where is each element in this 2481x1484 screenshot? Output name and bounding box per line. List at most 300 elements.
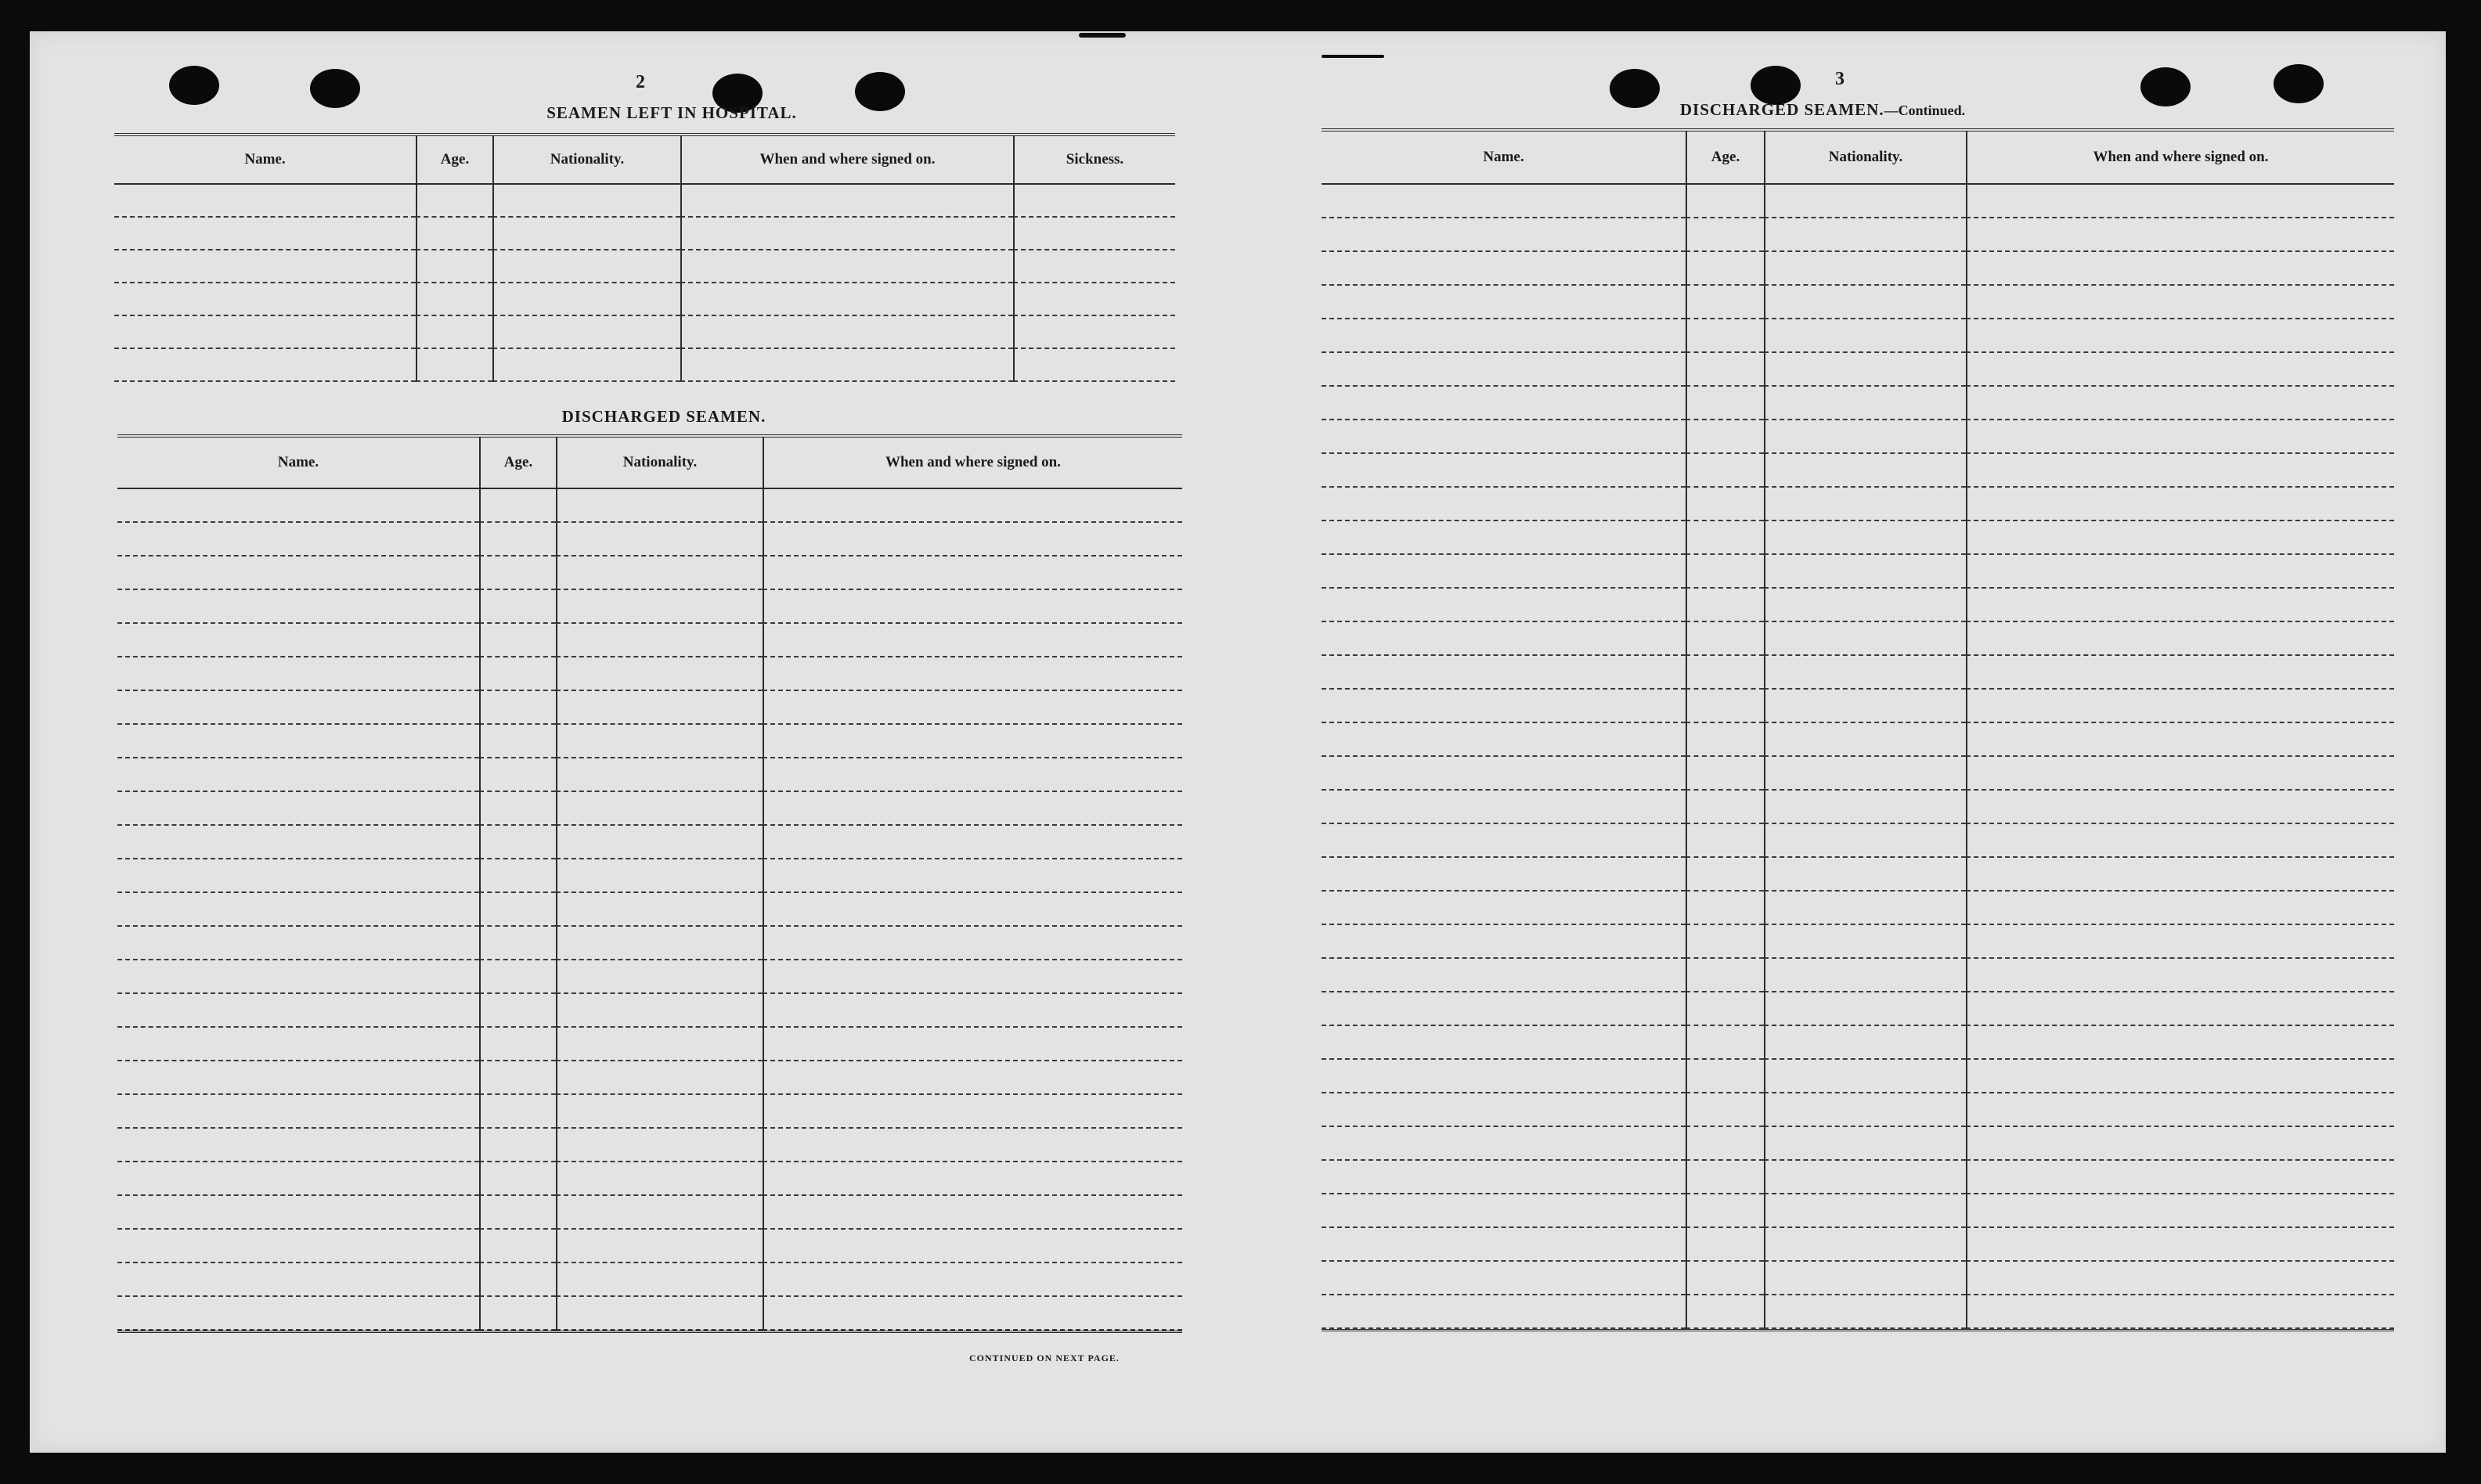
blank-entry-cell	[416, 250, 492, 283]
blank-entry-cell	[1966, 1194, 2394, 1228]
blank-entry-cell	[1764, 656, 1966, 690]
blank-entry-cell	[1322, 757, 1686, 791]
column-header-age: Age.	[416, 136, 492, 183]
table-row	[1322, 858, 2394, 891]
blank-entry-cell	[1764, 891, 1966, 925]
blank-entry-cell	[479, 1162, 556, 1196]
title-main: DISCHARGED SEAMEN.	[1679, 100, 1884, 119]
blank-entry-cell	[1322, 1060, 1686, 1093]
blank-entry-cell	[479, 1028, 556, 1061]
blank-entry-cell	[1686, 1228, 1764, 1262]
blank-entry-cell	[479, 489, 556, 523]
blank-entry-cell	[117, 1230, 479, 1263]
blank-entry-cell	[1764, 959, 1966, 992]
blank-entry-cell	[1322, 925, 1686, 959]
blank-entry-cell	[479, 1061, 556, 1095]
punch-hole	[2274, 64, 2324, 103]
blank-entry-cell	[1322, 1093, 1686, 1127]
blank-entry-cell	[1966, 252, 2394, 286]
blank-entry-cell	[1764, 925, 1966, 959]
blank-entry-cell	[1013, 250, 1175, 283]
blank-entry-cell	[763, 960, 1182, 994]
blank-entry-cell	[1686, 757, 1764, 791]
blank-entry-cell	[1764, 218, 1966, 252]
blank-entry-cell	[1686, 891, 1764, 925]
table-row	[114, 185, 1175, 218]
blank-entry-cell	[556, 1095, 763, 1129]
blank-entry-cell	[1966, 1026, 2394, 1060]
table-row	[117, 556, 1182, 590]
blank-entry-cell	[1966, 521, 2394, 555]
column-header-when-and-where-signed-on: When and where signed on.	[1966, 131, 2394, 183]
blank-entry-cell	[1686, 723, 1764, 757]
blank-entry-cell	[556, 1129, 763, 1162]
blank-entry-cell	[1966, 1060, 2394, 1093]
table-row	[117, 489, 1182, 523]
column-header-age: Age.	[479, 438, 556, 488]
table-row	[117, 927, 1182, 960]
blank-entry-cell	[556, 1196, 763, 1230]
punch-hole	[2140, 67, 2191, 106]
blank-entry-cell	[763, 758, 1182, 792]
table-row	[117, 758, 1182, 792]
column-header-name: Name.	[244, 151, 286, 167]
column-header-age: Age.	[1686, 131, 1764, 183]
scan-smudge	[1079, 33, 1126, 38]
blank-entry-cell	[556, 657, 763, 691]
blank-entry-cell	[1966, 959, 2394, 992]
blank-entry-cell	[1322, 992, 1686, 1026]
blank-entry-cell	[1966, 353, 2394, 387]
blank-entry-cell	[1686, 858, 1764, 891]
blank-entry-cell	[479, 1129, 556, 1162]
blank-entry-cell	[763, 1196, 1182, 1230]
table-row	[1322, 319, 2394, 353]
blank-entry-cell	[556, 994, 763, 1028]
blank-entry-cell	[117, 859, 479, 893]
blank-entry-cell	[1966, 656, 2394, 690]
blank-entry-cell	[479, 691, 556, 725]
blank-entry-cell	[1764, 1295, 1966, 1329]
blank-entry-cell	[1764, 353, 1966, 387]
table-row	[1322, 286, 2394, 319]
blank-entry-cell	[1764, 454, 1966, 488]
blank-entry-cell	[1966, 1295, 2394, 1329]
blank-entry-cell	[479, 927, 556, 960]
discharged-table	[117, 434, 1182, 1333]
table-row	[1322, 555, 2394, 589]
blank-entry-cell	[117, 725, 479, 758]
blank-entry-cell	[763, 1028, 1182, 1061]
column-header-name: Name.	[277, 454, 319, 470]
blank-entry-cell	[556, 624, 763, 657]
blank-entry-cell	[1322, 521, 1686, 555]
blank-entry-cell	[556, 590, 763, 624]
table-row	[1322, 218, 2394, 252]
blank-entry-cell	[1322, 319, 1686, 353]
blank-entry-cell	[492, 316, 680, 349]
blank-entry-cell	[763, 1061, 1182, 1095]
blank-entry-cell	[1966, 1127, 2394, 1161]
blank-entry-cell	[1686, 824, 1764, 858]
blank-entry-cell	[680, 218, 1013, 250]
table-row	[1322, 925, 2394, 959]
blank-entry-cell	[556, 1162, 763, 1196]
blank-entry-cell	[1322, 218, 1686, 252]
blank-entry-cell	[763, 1129, 1182, 1162]
blank-entry-cell	[680, 250, 1013, 283]
blank-entry-cell	[479, 960, 556, 994]
blank-entry-cell	[1686, 1026, 1764, 1060]
blank-entry-cell	[1686, 992, 1764, 1026]
blank-entry-cell	[1764, 622, 1966, 656]
blank-entry-cell	[763, 893, 1182, 927]
blank-entry-cell	[1013, 316, 1175, 349]
table-row	[117, 624, 1182, 657]
blank-entry-cell	[1764, 589, 1966, 622]
hospital-table-body	[114, 185, 1175, 382]
table-row	[114, 283, 1175, 316]
blank-entry-cell	[556, 826, 763, 859]
blank-entry-cell	[1322, 1194, 1686, 1228]
blank-entry-cell	[763, 523, 1182, 556]
blank-entry-cell	[1764, 1228, 1966, 1262]
blank-entry-cell	[556, 960, 763, 994]
table-row	[117, 1028, 1182, 1061]
blank-entry-cell	[1686, 690, 1764, 723]
blank-entry-cell	[1686, 1194, 1764, 1228]
blank-entry-cell	[117, 927, 479, 960]
blank-entry-cell	[1966, 1161, 2394, 1194]
blank-entry-cell	[1764, 521, 1966, 555]
blank-entry-cell	[1764, 858, 1966, 891]
table-row	[1322, 185, 2394, 218]
blank-entry-cell	[114, 250, 416, 283]
blank-entry-cell	[763, 927, 1182, 960]
blank-entry-cell	[416, 283, 492, 316]
table-row	[1322, 992, 2394, 1026]
table-bottom-rule	[1322, 1329, 2394, 1331]
table-row	[1322, 1194, 2394, 1228]
table-row	[114, 316, 1175, 349]
blank-entry-cell	[556, 1061, 763, 1095]
blank-entry-cell	[1764, 791, 1966, 824]
table-row	[117, 691, 1182, 725]
table-row	[117, 1297, 1182, 1331]
blank-entry-cell	[1322, 723, 1686, 757]
table-row	[1322, 1228, 2394, 1262]
table-bottom-rule	[117, 1331, 1182, 1333]
blank-entry-cell	[556, 1263, 763, 1297]
blank-entry-cell	[1764, 1093, 1966, 1127]
table-row	[117, 994, 1182, 1028]
blank-entry-cell	[556, 792, 763, 826]
table-row	[114, 218, 1175, 250]
blank-entry-cell	[1966, 992, 2394, 1026]
blank-entry-cell	[1686, 1262, 1764, 1295]
discharged-continued-body	[1322, 185, 2394, 1329]
table-row	[117, 590, 1182, 624]
blank-entry-cell	[114, 185, 416, 218]
blank-entry-cell	[117, 624, 479, 657]
blank-entry-cell	[1966, 387, 2394, 420]
blank-entry-cell	[1764, 690, 1966, 723]
table-row	[1322, 1127, 2394, 1161]
table-row	[1322, 959, 2394, 992]
blank-entry-cell	[117, 1095, 479, 1129]
blank-entry-cell	[1764, 252, 1966, 286]
column-header-nationality: Nationality.	[556, 438, 763, 488]
blank-entry-cell	[763, 1263, 1182, 1297]
blank-entry-cell	[492, 349, 680, 382]
table-row	[117, 1196, 1182, 1230]
table-row	[1322, 824, 2394, 858]
column-header-when-and-where-signed-on: When and where signed on.	[763, 438, 1182, 488]
table-row	[117, 1061, 1182, 1095]
blank-entry-cell	[680, 349, 1013, 382]
blank-entry-cell	[1686, 185, 1764, 218]
blank-entry-cell	[1966, 555, 2394, 589]
blank-entry-cell	[763, 657, 1182, 691]
blank-entry-cell	[1322, 891, 1686, 925]
blank-entry-cell	[1322, 1026, 1686, 1060]
blank-entry-cell	[763, 859, 1182, 893]
table-row	[1322, 521, 2394, 555]
blank-entry-cell	[1013, 218, 1175, 250]
blank-entry-cell	[117, 691, 479, 725]
blank-entry-cell	[1966, 420, 2394, 454]
blank-entry-cell	[1686, 252, 1764, 286]
discharged-section-title: DISCHARGED SEAMEN.	[561, 407, 766, 426]
blank-entry-cell	[1966, 1262, 2394, 1295]
blank-entry-cell	[1966, 1093, 2394, 1127]
blank-entry-cell	[556, 489, 763, 523]
blank-entry-cell	[1322, 488, 1686, 521]
table-row	[117, 1095, 1182, 1129]
blank-entry-cell	[1686, 387, 1764, 420]
table-row	[117, 859, 1182, 893]
blank-entry-cell	[1966, 286, 2394, 319]
blank-entry-cell	[1322, 1161, 1686, 1194]
blank-entry-cell	[1764, 1161, 1966, 1194]
blank-entry-cell	[1013, 185, 1175, 218]
blank-entry-cell	[680, 283, 1013, 316]
blank-entry-cell	[117, 792, 479, 826]
table-row	[1322, 488, 2394, 521]
blank-entry-cell	[680, 185, 1013, 218]
blank-entry-cell	[1322, 555, 1686, 589]
blank-entry-cell	[1764, 1060, 1966, 1093]
continued-note: CONTINUED ON NEXT PAGE.	[969, 1353, 1120, 1363]
blank-entry-cell	[479, 590, 556, 624]
column-header-name: Name.	[1483, 149, 1524, 165]
table-row	[1322, 1093, 2394, 1127]
blank-entry-cell	[1764, 1262, 1966, 1295]
blank-entry-cell	[117, 1028, 479, 1061]
blank-entry-cell	[1764, 387, 1966, 420]
blank-entry-cell	[1322, 387, 1686, 420]
blank-entry-cell	[1686, 353, 1764, 387]
blank-entry-cell	[763, 994, 1182, 1028]
blank-entry-cell	[556, 859, 763, 893]
blank-entry-cell	[763, 792, 1182, 826]
blank-entry-cell	[556, 893, 763, 927]
blank-entry-cell	[1686, 1093, 1764, 1127]
blank-entry-cell	[1966, 622, 2394, 656]
column-header-nationality: Nationality.	[1764, 131, 1966, 183]
discharged-continued-table	[1322, 128, 2394, 1331]
blank-entry-cell	[1322, 622, 1686, 656]
blank-entry-cell	[492, 250, 680, 283]
table-row	[1322, 757, 2394, 791]
blank-entry-cell	[1966, 319, 2394, 353]
blank-entry-cell	[117, 893, 479, 927]
blank-entry-cell	[1764, 420, 1966, 454]
table-row	[1322, 791, 2394, 824]
blank-entry-cell	[416, 316, 492, 349]
blank-entry-cell	[479, 556, 556, 590]
blank-entry-cell	[1322, 1228, 1686, 1262]
blank-entry-cell	[1686, 656, 1764, 690]
blank-entry-cell	[1322, 589, 1686, 622]
punch-hole	[855, 72, 905, 111]
blank-entry-cell	[1966, 891, 2394, 925]
blank-entry-cell	[1686, 1127, 1764, 1161]
table-row	[117, 725, 1182, 758]
blank-entry-cell	[117, 1129, 479, 1162]
table-row	[117, 893, 1182, 927]
blank-entry-cell	[492, 283, 680, 316]
blank-entry-cell	[1013, 283, 1175, 316]
blank-entry-cell	[556, 725, 763, 758]
blank-entry-cell	[479, 1263, 556, 1297]
table-row	[1322, 1262, 2394, 1295]
blank-entry-cell	[492, 218, 680, 250]
blank-entry-cell	[1322, 420, 1686, 454]
hospital-table	[114, 133, 1175, 382]
table-row	[1322, 723, 2394, 757]
blank-entry-cell	[1966, 858, 2394, 891]
table-row	[1322, 690, 2394, 723]
blank-entry-cell	[114, 218, 416, 250]
blank-entry-cell	[479, 826, 556, 859]
blank-entry-cell	[1686, 488, 1764, 521]
blank-entry-cell	[1686, 1161, 1764, 1194]
blank-entry-cell	[1966, 218, 2394, 252]
blank-entry-cell	[416, 349, 492, 382]
blank-entry-cell	[1322, 690, 1686, 723]
blank-entry-cell	[1764, 319, 1966, 353]
scan-smudge	[1322, 55, 1384, 58]
blank-entry-cell	[1322, 858, 1686, 891]
document-scan	[30, 31, 2446, 1453]
blank-entry-cell	[1764, 992, 1966, 1026]
table-row	[117, 657, 1182, 691]
blank-entry-cell	[1322, 454, 1686, 488]
blank-entry-cell	[117, 826, 479, 859]
table-row	[117, 1263, 1182, 1297]
blank-entry-cell	[556, 691, 763, 725]
blank-entry-cell	[1764, 185, 1966, 218]
blank-entry-cell	[479, 1196, 556, 1230]
blank-entry-cell	[1966, 589, 2394, 622]
blank-entry-cell	[1686, 454, 1764, 488]
blank-entry-cell	[117, 960, 479, 994]
title-suffix: —Continued.	[1884, 103, 1966, 118]
blank-entry-cell	[479, 725, 556, 758]
blank-entry-cell	[1966, 757, 2394, 791]
blank-entry-cell	[763, 489, 1182, 523]
blank-entry-cell	[1322, 1295, 1686, 1329]
blank-entry-cell	[556, 758, 763, 792]
blank-entry-cell	[117, 489, 479, 523]
blank-entry-cell	[763, 691, 1182, 725]
blank-entry-cell	[556, 1230, 763, 1263]
blank-entry-cell	[763, 725, 1182, 758]
blank-entry-cell	[1966, 185, 2394, 218]
blank-entry-cell	[117, 1162, 479, 1196]
blank-entry-cell	[479, 893, 556, 927]
table-row	[117, 792, 1182, 826]
table-row	[114, 349, 1175, 382]
table-row	[1322, 1060, 2394, 1093]
blank-entry-cell	[479, 657, 556, 691]
blank-entry-cell	[1686, 218, 1764, 252]
blank-entry-cell	[1322, 959, 1686, 992]
blank-entry-cell	[763, 1162, 1182, 1196]
blank-entry-cell	[763, 590, 1182, 624]
blank-entry-cell	[1686, 286, 1764, 319]
blank-entry-cell	[1764, 757, 1966, 791]
blank-entry-cell	[1686, 959, 1764, 992]
blank-entry-cell	[117, 1297, 479, 1331]
blank-entry-cell	[556, 1028, 763, 1061]
table-row	[1322, 589, 2394, 622]
blank-entry-cell	[1322, 252, 1686, 286]
page-number-left: 2	[636, 72, 645, 92]
blank-entry-cell	[763, 1095, 1182, 1129]
table-row	[1322, 1161, 2394, 1194]
blank-entry-cell	[1764, 723, 1966, 757]
blank-entry-cell	[1322, 791, 1686, 824]
blank-entry-cell	[1966, 488, 2394, 521]
table-row	[1322, 891, 2394, 925]
blank-entry-cell	[1966, 925, 2394, 959]
blank-entry-cell	[114, 316, 416, 349]
blank-entry-cell	[556, 927, 763, 960]
table-row	[1322, 656, 2394, 690]
table-row	[1322, 1026, 2394, 1060]
blank-entry-cell	[117, 1196, 479, 1230]
blank-entry-cell	[117, 994, 479, 1028]
blank-entry-cell	[1686, 555, 1764, 589]
table-row	[117, 960, 1182, 994]
column-header-when-and-where-signed-on: When and where signed on.	[680, 136, 1013, 183]
blank-entry-cell	[680, 316, 1013, 349]
table-row	[1322, 420, 2394, 454]
blank-entry-cell	[1322, 1127, 1686, 1161]
blank-entry-cell	[1686, 1060, 1764, 1093]
blank-entry-cell	[114, 349, 416, 382]
discharged-table-header	[117, 438, 1182, 489]
table-row	[117, 523, 1182, 556]
blank-entry-cell	[117, 1061, 479, 1095]
blank-entry-cell	[1686, 1295, 1764, 1329]
blank-entry-cell	[1322, 656, 1686, 690]
blank-entry-cell	[1686, 791, 1764, 824]
blank-entry-cell	[117, 590, 479, 624]
blank-entry-cell	[763, 826, 1182, 859]
